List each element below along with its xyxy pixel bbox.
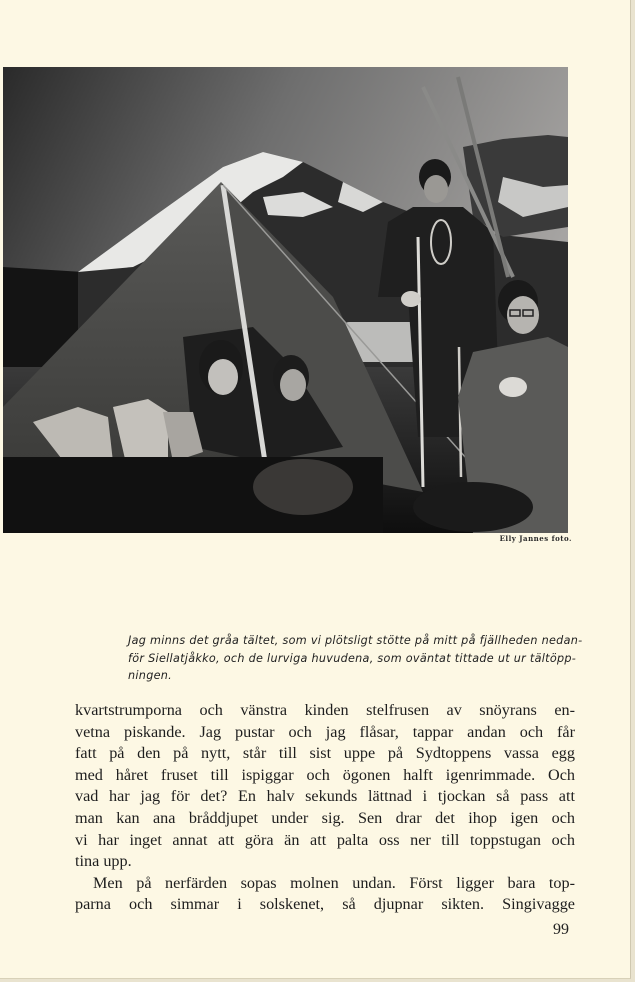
body-text bbox=[75, 700, 575, 916]
photo-credit: Elly Jannes foto. bbox=[499, 534, 572, 543]
text-line: vetna piskande. Jag pustar och jag flåsar, tappar andan och får bbox=[75, 722, 575, 741]
page-number: 99 bbox=[553, 921, 569, 938]
photo-illustration bbox=[3, 67, 568, 533]
tent-photograph bbox=[3, 67, 568, 533]
photo-caption bbox=[128, 632, 598, 685]
text-line: vad har jag för det? En halv sekunds lättnad i tjockan så pass att bbox=[75, 787, 575, 806]
text-line: med håret fruset till ispiggar och ögonen halft igenrimmade. Och bbox=[75, 765, 575, 784]
text-line: kvartstrumporna och vänstra kinden stelfrusen av snöyrans en- bbox=[75, 701, 575, 719]
text-line: Men på nerfärden sopas molnen undan. Först ligger bara top- bbox=[93, 873, 575, 892]
text-line: tina upp. bbox=[75, 852, 132, 871]
text-line: fatt på den på nytt, står till sist uppe på Sydtoppens vassa egg bbox=[75, 744, 575, 763]
text-line: parna och simmar i solskenet, så djupnar sikten. Singivagge bbox=[75, 895, 575, 914]
caption-line: för Siellatjåkko, och de lurviga huvudena, som oväntat tittade ut ur tältöpp- bbox=[128, 651, 577, 665]
text-line: vi har inget annat att göra än att palta oss ner till toppstugan och bbox=[75, 830, 575, 849]
caption-line: ningen. bbox=[128, 669, 173, 682]
caption-line: Jag minns det gråa tältet, som vi plötsligt stötte på mitt på fjällheden nedan- bbox=[128, 634, 583, 647]
text-line: man kan ana bråddjupet under sig. Sen drar det ihop igen och bbox=[75, 808, 575, 827]
